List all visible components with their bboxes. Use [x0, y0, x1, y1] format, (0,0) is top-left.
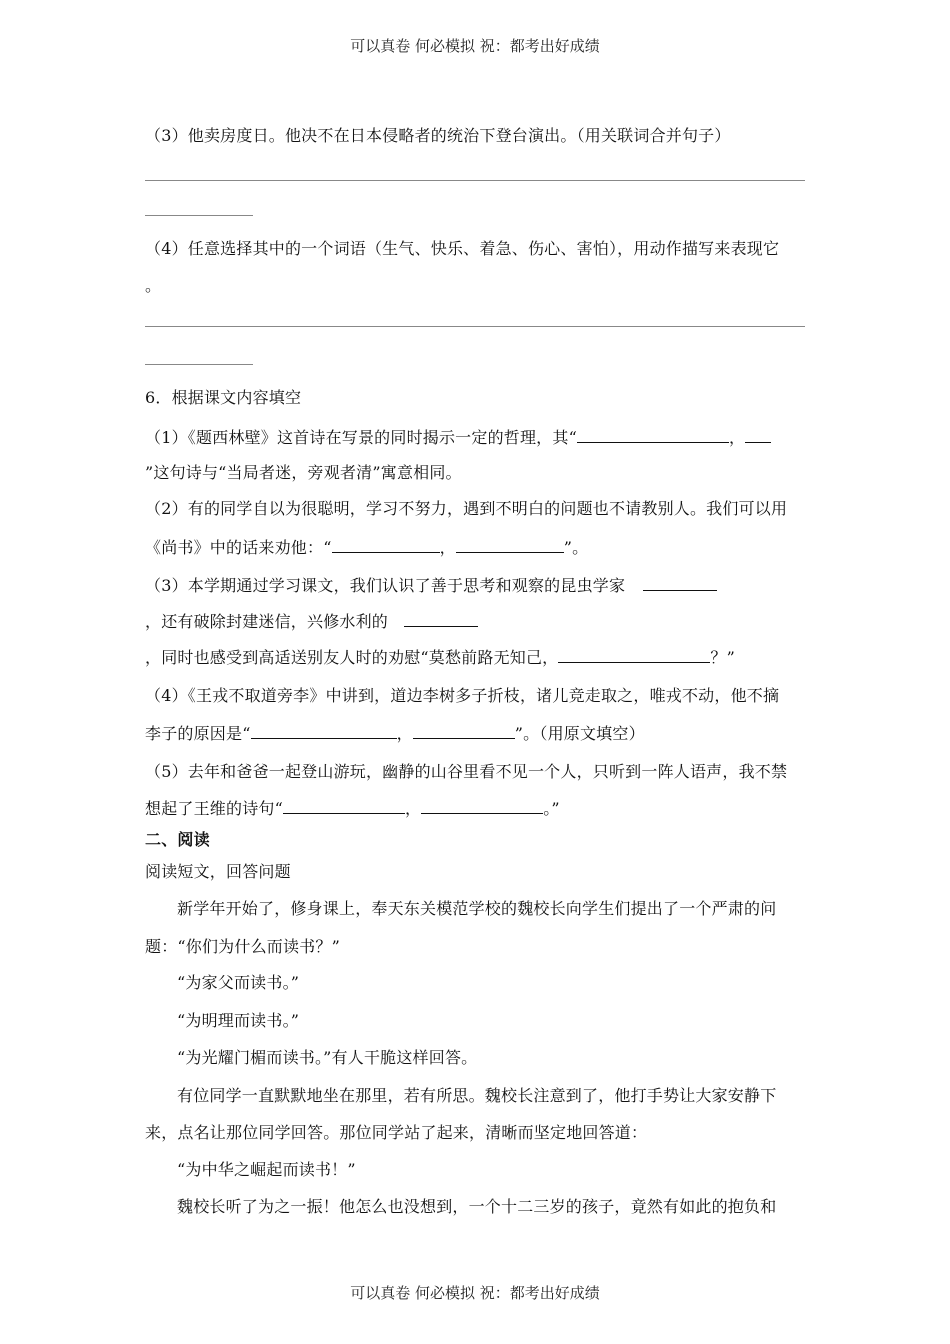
- fill-blank[interactable]: [283, 797, 405, 814]
- question-5-4-line2: 。: [145, 276, 162, 295]
- passage-paragraph: “为家父而读书。”: [177, 973, 300, 992]
- question-6-1-line2: ”这句诗与“当局者迷，旁观者清”寓意相同。: [145, 463, 462, 482]
- question-6-4-line2: 李子的原因是“ ， ”。（用原文填空）: [145, 724, 645, 743]
- question-5-3: （3）他卖房度日。他决不在日本侵略者的统治下登台演出。（用关联词合并句子）: [145, 126, 731, 145]
- page-footer: 可以真卷 何必模拟 祝：都考出好成绩: [350, 1284, 600, 1302]
- answer-line-short: [145, 215, 253, 216]
- answer-line-short: [145, 364, 253, 365]
- fill-blank[interactable]: [404, 610, 478, 627]
- answer-line: [145, 180, 805, 181]
- passage-paragraph-cont: 题：“你们为什么而读书？”: [145, 937, 340, 956]
- fill-blank[interactable]: [413, 722, 515, 739]
- passage-paragraph: 魏校长听了为之一振！他怎么也没想到，一个十二三岁的孩子，竟然有如此的抱负和: [177, 1197, 777, 1216]
- section-heading: 二、阅读: [145, 830, 210, 849]
- reading-instruction: 阅读短文，回答问题: [145, 862, 291, 881]
- question-6-5-line1: （5）去年和爸爸一起登山游玩，幽静的山谷里看不见一个人，只听到一阵人语声，我不禁: [145, 762, 788, 781]
- passage-paragraph: “为光耀门楣而读书。”有人干脆这样回答。: [177, 1048, 478, 1067]
- fill-blank[interactable]: [558, 646, 710, 663]
- fill-blank[interactable]: [643, 574, 717, 591]
- question-6-2-line1: （2）有的同学自以为很聪明，学习不努力，遇到不明白的问题也不请教别人。我们可以用: [145, 499, 788, 518]
- fill-blank[interactable]: [251, 722, 397, 739]
- fill-blank[interactable]: [456, 536, 564, 553]
- question-6-3-line3: ，同时也感受到高适送别友人时的劝慰“莫愁前路无知己， ？”: [145, 648, 735, 667]
- fill-blank[interactable]: [332, 536, 440, 553]
- fill-blank[interactable]: [745, 426, 771, 443]
- question-6-4-line1: （4）《王戎不取道旁李》中讲到，道边李树多子折枝，诸儿竞走取之，唯戎不动，他不摘: [145, 686, 780, 705]
- question-6-1-line1: （1）《题西林壁》这首诗在写景的同时揭示一定的哲理，其“ ，: [145, 425, 771, 448]
- fill-blank[interactable]: [421, 797, 543, 814]
- passage-paragraph: “为明理而读书。”: [177, 1011, 300, 1030]
- question-5-4-line1: （4）任意选择其中的一个词语（生气、快乐、着急、伤心、害怕），用动作描写来表现它: [145, 239, 780, 258]
- question-6-3-line1: （3）本学期通过学习课文，我们认识了善于思考和观察的昆虫学家: [145, 573, 717, 596]
- fill-blank[interactable]: [577, 426, 729, 443]
- answer-line: [145, 326, 805, 327]
- passage-paragraph: “为中华之崛起而读书！”: [177, 1160, 356, 1179]
- question-6-2-line2: 《尚书》中的话来劝他：“ ， ”。: [145, 538, 589, 557]
- passage-paragraph-cont: 来，点名让那位同学回答。那位同学站了起来，清晰而坚定地回答道：: [145, 1123, 648, 1142]
- question-6-title: 6．根据课文内容填空: [145, 388, 302, 407]
- page-header: 可以真卷 何必模拟 祝：都考出好成绩: [350, 37, 600, 55]
- passage-paragraph: 有位同学一直默默地坐在那里，若有所思。魏校长注意到了，他打手势让大家安静下: [177, 1086, 777, 1105]
- passage-paragraph: 新学年开始了，修身课上，奉天东关模范学校的魏校长向学生们提出了一个严肃的问: [177, 899, 777, 918]
- question-6-5-line2: 想起了王维的诗句“ ， 。”: [145, 799, 560, 818]
- question-6-3-line2: ，还有破除封建迷信，兴修水利的: [145, 609, 478, 632]
